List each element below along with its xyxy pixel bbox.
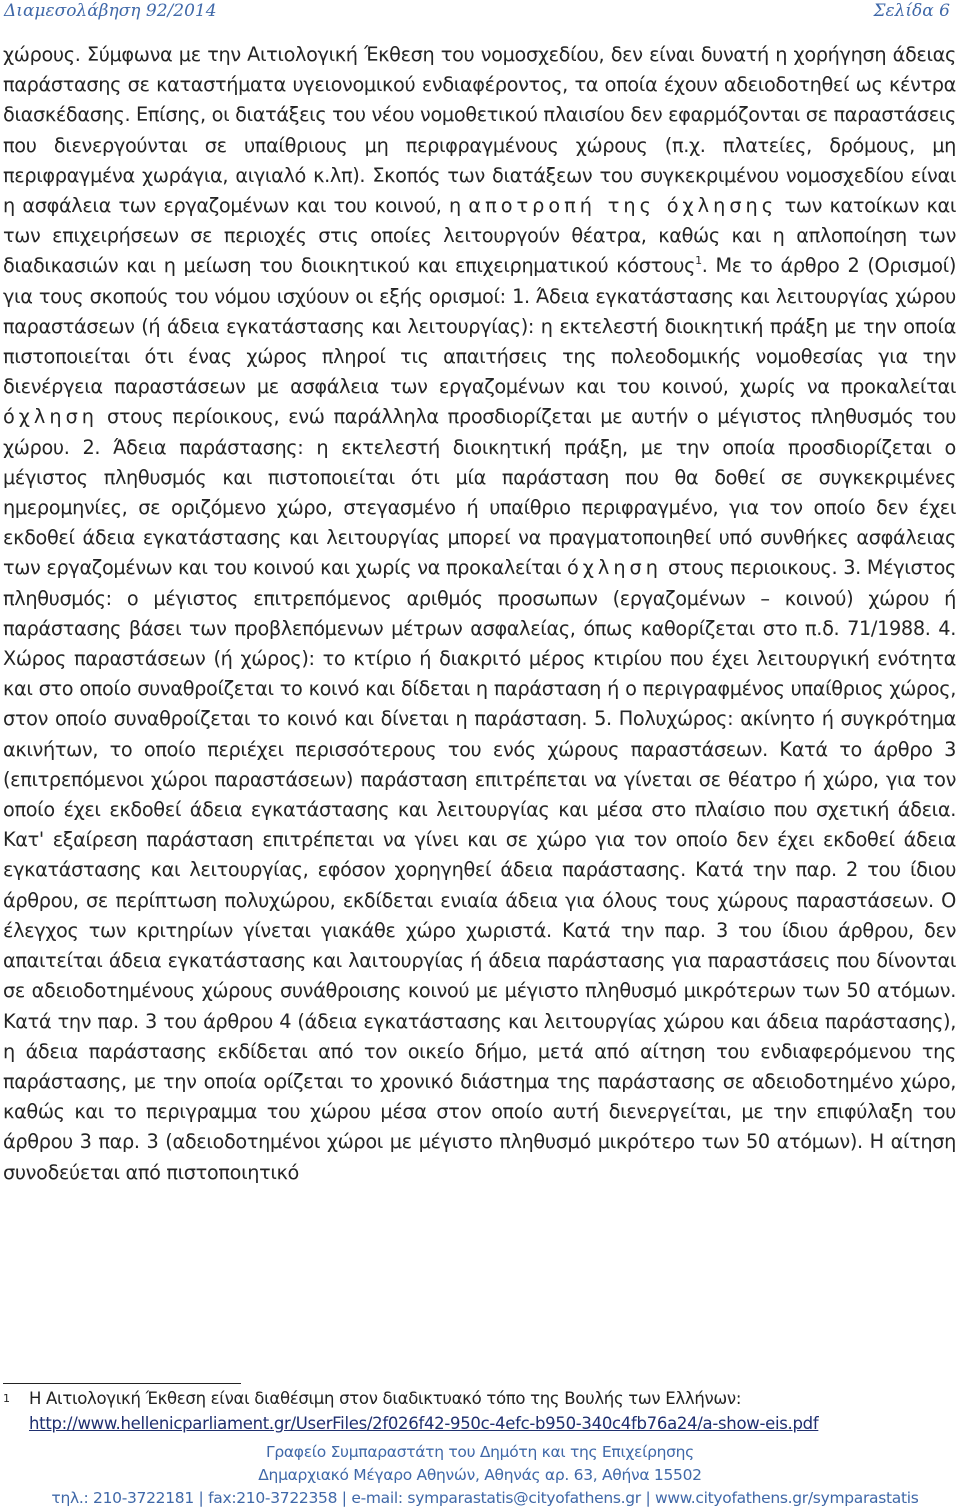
body-segment-3: . Με το άρθρο 2 (Ορισμοί) για τους σκοπούς του νόμου ισχύουν οι εξής ορισμοί: 1. Άδεια εγκατάστασης και λειτουργίας χώρου παραστάσεων (ή άδεια εγκατάστασης και λειτουργίας): η εκτελεστή διοικητική πράξη με την οποία πιστοποιείται ότι ένας χώρος πληροί τις απαιτήσεις της πολεοδομικής νομοθεσίας για την διενέργεια παραστάσεων με ασφάλεια των εργαζομένων και του κοινού, χωρίς να προκαλείται [3,254,956,399]
body-segment-2: των κατοίκων και των επιχειρήσεων σε περιοχές στις οποίες λειτουργούν θέατρα, καθώς και η απλοποίηση των διαδικασιών και η μείωση του διοικητικού και επιχειρηματικού κόστους [3,194,957,278]
footer-office: Γραφείο Συμπαραστάτη του Δημότη και της Επιχείρησης [266,1443,694,1461]
page-footer [0,1441,960,1510]
spaced-word: όχληση [3,405,99,429]
body-segment-5: στους περιοικους. 3. Μέγιστος πληθυσμός: ο μέγιστος επιτρεπόμενος αριθμός προσωπων (εργαζομένων – κοινού) χώρου ή παράστασης βάσει των προβλεπόμενων μέτρων ασφαλείας, όπως καθορίζεται στο π.δ. 71/1988. 4. Χώρος παραστάσεων (ή χώρος): το κτίριο ή διακριτό μέρος κτιρίου που έχει λειτουργική ενότητα και στο οποίο συναθροίζεται το κοινό και δίδεται η παράσταση ή ο περιγραφμένος υπαίθριος χώρος, στον οποίο συναθροίζεται το κοινό και δίνεται η παράσταση. 5. Πολυχώρος: ακίνητο ή συγκρότημα ακινήτων, το οποίο περιέχει περισσότερους του ενός χώρους παραστάσεων. Κατά το άρθρο 3 (επιτρεπόμενοι χώροι παραστάσεων) παράσταση επιτρέπεται να γίνεται σε θέατρο ή χώρο, για τον οποίο έχει εκδοθεί άδεια εγκατάστασης και λειτουργίας και μέσα στο πλαίσιο που σχετική άδεια. Κατ' εξαίρεση παράσταση επιτρέπεται να γίνει και σε χώρο για τον οποίο δεν έχει εκδοθεί άδεια εγκατάστασης και λειτουργίας, εφόσον χορηγηθεί άδεια παράστασης. Κατά την παρ. 2 του ίδιου άρθρου, σε περίπτωση πολυχώρου, εκδίδεται ενιαία άδεια για όλους τους χώρους παραστάσεων. Ο έλεγχος των κριτηρίων γίνεται γιακάθε χώρο χωριστά. Κατά την παρ. 3 του ίδιου άρθρου, δεν απαιτείται άδεια εγκατάστασης και λαιτουργίας ή άδεια παράστασης για παραστάσεις που δίνονται σε αδειοδοτημένους χώρους συνάθροισης κοινού με μέγιστο πληθυσμό μικρότερων των 50 ατόμων. Κατά την παρ. 3 του άρθρου 4 (άδεια εγκατάστασης και λειτουργίας χώρου και άδεια παράστασης), η άδεια παράστασης εκδίδεται από τον οικείο δήμο, μετά από αίτηση του ενδιαφερόμενου της παράστασης, με την οποία ορίζεται το χρονικό διάστημα της παράστασης σε αδειοδοτημένο χώρο, καθώς και το περιγραμμα του χώρου μέσα στον οποίο αυτή διενεργείται, με την επιφύλαξη του άρθρου 3 παρ. 3 (αδειοδοτημένοι χώροι με μέγιστο πληθυσμό μικρότερο των 50 ατόμων). Η αίτηση συνοδεύεται από πιστοποιητικό [3,556,957,1184]
footnote-number: 1 [3,1392,10,1405]
body-text [3,40,956,1188]
footnote-text: Η Αιτιολογική Έκθεση είναι διαθέσιμη στον διαδικτυακό τόπο της Βουλής των Ελλήνων: [29,1389,742,1408]
footer-address: Δημαρχιακό Μέγαρο Αθηνών, Αθηνάς αρ. 63, Αθήνα 15502 [258,1466,702,1484]
footnote [3,1386,948,1436]
footnote-divider [3,1383,241,1384]
spaced-phrase: αποτροπή της όχλησης [468,194,778,218]
body-paragraph [3,40,956,1188]
document-title: Διαμεσολάβηση 92/2014 [4,1,217,21]
footnote-reference[interactable]: 1 [695,254,702,268]
page-header [0,0,960,24]
body-segment-1: χώρους. Σύμφωνα με την Αιτιολογική Έκθεση του νομοσχεδίου, δεν είναι δυνατή η χορήγηση άδειας παράστασης σε καταστήματα υγειονομικού ενδιαφέροντος, τα οποία έχουν αδειοδοτηθεί ως κέντρα διασκέδασης. Επίσης, οι διατάξεις του νέου νομοθετικού πλαισίου δεν εφαρμόζονται σε παραστάσεις που διενεργούνται σε υπαίθριους μη περιφραγμένους χώρους (π.χ. πλατείες, δρόμους, μη περιφραγμένα χωράγια, αιγιαλό κ.λπ). Σκοπός των διατάξεων του συγκεκριμένου νομοσχεδίου είναι η ασφάλεια των εργαζομένων και του κοινού, η [3,43,956,218]
footnote-link[interactable]: http://www.hellenicparliament.gr/UserFiles/2f026f42-950c-4efc-b950-340c4fb76a24/a-show-eis.pdf [29,1414,819,1433]
footer-contact: τηλ.: 210-3722181 | fax:210-3722358 | e-mail: symparastatis@cityofathens.gr | www.cityofathens.gr/symparastatis [51,1489,919,1507]
page-number: Σελίδα 6 [873,1,950,21]
spaced-word: όχληση [566,556,662,580]
body-segment-4: στους περίοικους, ενώ παράλληλα προσδιορίζεται με αυτήν ο μέγιστος πληθυσμός του χώρου. 2. Άδεια παράστασης: η εκτελεστή διοικητική πράξη, με την οποία προσδιορίζεται ο μέγιστος πληθυσμός και πιστοποιείται ότι μία παράσταση που θα δοθεί σε συγκεκριμένες ημερομηνίες, σε οριζόμενο χώρο, στεγασμένο ή υπαίθριο περιφραγμένο, για τον οποίο δεν έχει εκδοθεί άδεια εγκατάστασης και λειτουργίας μπορεί να πραγματοποιηθεί υπό συνθήκες ασφάλειας των εργαζομένων και του κοινού και χωρίς να προκαλείται [3,405,957,580]
